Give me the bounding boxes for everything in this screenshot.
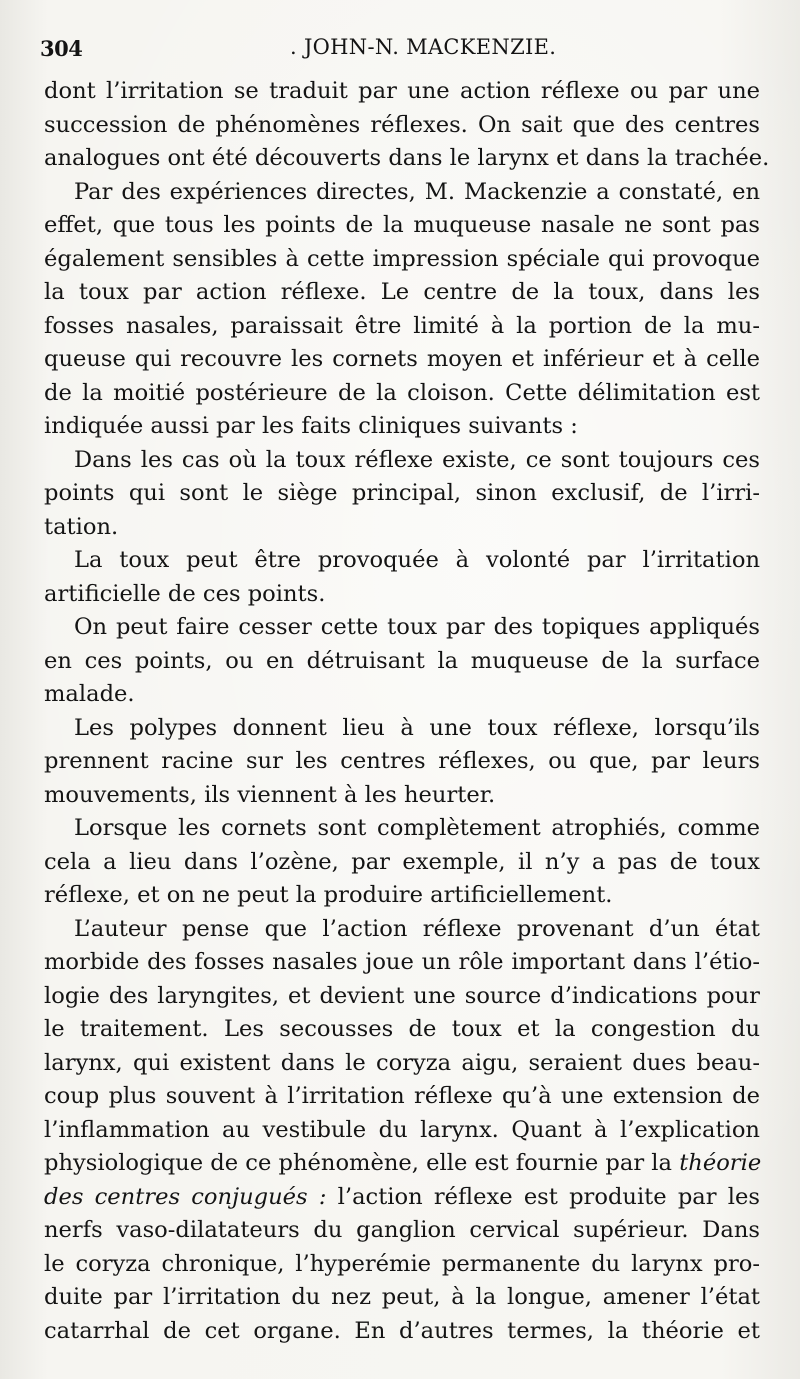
text-line: effet, que tous les points de la muqueuse nasale ne sont pas	[44, 212, 760, 238]
text-line: l’inflammation au vestibule du larynx. Quant à l’explication	[44, 1116, 760, 1143]
text-line: indiquée aussi par les faits cliniques suivants :	[44, 413, 578, 439]
text-line: La toux peut être provoquée à volonté par l’irritation	[74, 547, 760, 573]
text-line: queuse qui recouvre les cornets moyen et inférieur et à celle	[44, 346, 760, 372]
text-line-with-italic	[44, 1147, 760, 1181]
text-line: en ces points, ou en détruisant la muqueuse de la surface	[44, 647, 760, 674]
text-line: Par des expériences directes, M. Mackenzie a constaté, en	[74, 178, 760, 205]
text-line: catarrhal de cet organe. En d’autres termes, la théorie et	[44, 1317, 760, 1344]
text-line: morbide des fosses nasales joue un rôle important dans l’étio-	[44, 949, 760, 975]
text-line: analogues ont été découverts dans le larynx et dans la trachée.	[44, 145, 770, 171]
text-line: Lorsque les cornets sont complètement atrophiés, comme	[74, 815, 760, 841]
text-line: succession de phénomènes réflexes. On sait que des centres	[44, 111, 760, 138]
text-line: Dans les cas où la toux réflexe existe, ce sont toujours ces	[74, 446, 760, 473]
running-head: . JOHN-N. MACKENZIE.	[290, 35, 557, 59]
text-span: l’action réflexe est produite par les	[326, 1183, 760, 1210]
text-line: le traitement. Les secousses de toux et la congestion du	[44, 1016, 760, 1042]
page-number: 304	[40, 36, 83, 61]
text-line-with-italic	[44, 1181, 760, 1215]
text-line: prennent racine sur les centres réflexes, ou que, par leurs	[44, 748, 760, 774]
text-line: larynx, qui existent dans le coryza aigu, seraient dues beau-	[44, 1049, 760, 1076]
text-line: L’auteur pense que l’action réflexe provenant d’un état	[74, 915, 760, 942]
text-line: la toux par action réflexe. Le centre de la toux, dans les	[44, 279, 760, 305]
text-line: cela a lieu dans l’ozène, par exemple, il n’y a pas de toux	[44, 848, 760, 875]
text-line: coup plus souvent à l’irritation réflexe qu’à une extension de	[44, 1083, 760, 1109]
text-line: points qui sont le siège principal, sinon exclusif, de l’irri-	[44, 480, 760, 506]
text-line: le coryza chronique, l’hyperémie permanente du larynx pro-	[44, 1250, 760, 1277]
text-line: duite par l’irritation du nez peut, à la longue, amener l’état	[44, 1284, 760, 1310]
text-line: dont l’irritation se traduit par une action réflexe ou par une	[44, 78, 760, 104]
page-header	[36, 34, 766, 64]
text-line: malade.	[44, 681, 135, 707]
text-line: réflexe, et on ne peut la produire artificiellement.	[44, 882, 613, 908]
text-line: mouvements, ils viennent à les heurter.	[44, 781, 496, 808]
text-line: fosses nasales, paraissait être limité à la portion de la mu-	[44, 312, 760, 339]
text-line: logie des laryngites, et devient une source d’indications pour	[44, 982, 760, 1009]
text-line: également sensibles à cette impression spéciale qui provoque	[44, 245, 760, 272]
text-line: Les polypes donnent lieu à une toux réflexe, lorsqu’ils	[74, 714, 760, 741]
text-line: On peut faire cesser cette toux par des topiques appliqués	[74, 614, 760, 640]
text-line: nerfs vaso-dilatateurs du ganglion cervical supérieur. Dans	[44, 1217, 760, 1243]
text-line: de la moitié postérieure de la cloison. Cette délimitation est	[44, 379, 760, 406]
text-line: tation.	[44, 513, 119, 540]
italic-term: théorie	[679, 1150, 762, 1176]
text-line: artificielle de ces points.	[44, 580, 326, 607]
text-span: physiologique de ce phénomène, elle est fournie par la	[44, 1150, 680, 1176]
body-text	[44, 75, 770, 1348]
italic-term: des centres conjugués :	[44, 1183, 327, 1210]
